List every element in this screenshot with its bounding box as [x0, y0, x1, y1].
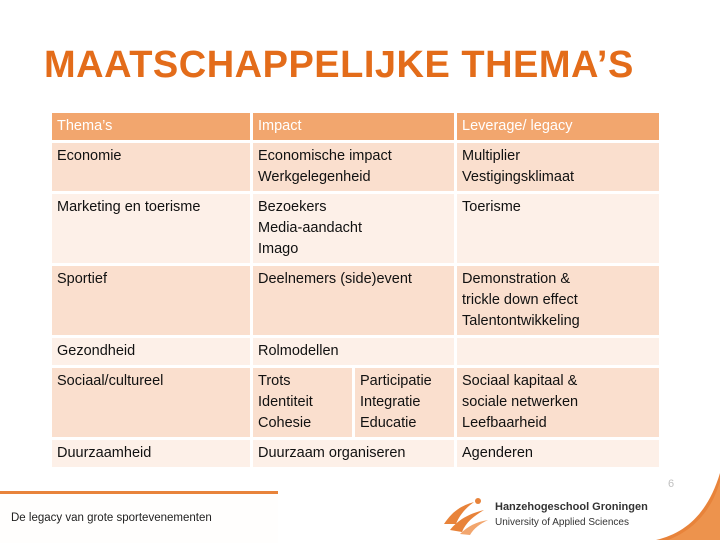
impact-line: Cohesie [258, 415, 312, 431]
theme-cell: Sociaal/cultureel [52, 368, 250, 437]
impact-line: Identiteit [258, 394, 313, 410]
impact-line: Economische impact [258, 148, 392, 164]
page-number: 6 [668, 478, 675, 490]
legacy-cell [457, 368, 659, 437]
hanze-logo-icon [440, 494, 492, 536]
impact-line: Media-aandacht [258, 220, 362, 236]
impact-line: Integratie [360, 394, 421, 410]
table-row [52, 338, 659, 365]
table-row [52, 266, 659, 335]
impact-line: Trots [258, 373, 291, 389]
legacy-cell [457, 338, 659, 365]
header-themes: Thema’s [52, 113, 250, 140]
impact-cell [253, 440, 454, 467]
impact-cell-left [253, 368, 352, 437]
legacy-line: Demonstration & [462, 271, 571, 287]
theme-cell: Marketing en toerisme [52, 194, 250, 263]
page-title: MAATSCHAPPELIJKE THEMA’S [44, 44, 634, 86]
themes-table [49, 110, 662, 470]
footer-caption-box [0, 491, 278, 543]
impact-cell [253, 143, 454, 191]
logo-name: Hanzehogeschool Groningen [495, 501, 648, 513]
legacy-line: trickle down effect [462, 292, 578, 308]
impact-line: Rolmodellen [258, 343, 339, 359]
impact-line: Educatie [360, 415, 417, 431]
theme-cell: Sportief [52, 266, 250, 335]
impact-cell [253, 338, 454, 365]
legacy-cell [457, 143, 659, 191]
legacy-cell [457, 266, 659, 335]
legacy-line: Multiplier [462, 148, 521, 164]
impact-cell [253, 194, 454, 263]
legacy-cell [457, 440, 659, 467]
table-row [52, 143, 659, 191]
legacy-line: Sociaal kapitaal & [462, 373, 578, 389]
table-row [52, 440, 659, 467]
theme-cell: Duurzaamheid [52, 440, 250, 467]
legacy-line: Talentontwikkeling [462, 313, 580, 329]
legacy-line: Leefbaarheid [462, 415, 547, 431]
legacy-line: Agenderen [462, 445, 533, 461]
table-row [52, 194, 659, 263]
impact-cell [253, 266, 454, 335]
legacy-line: Vestigingsklimaat [462, 169, 575, 185]
footer-text: De legacy van grote sportevenementen [11, 512, 212, 524]
legacy-cell [457, 194, 659, 263]
corner-accent [656, 473, 720, 540]
hanze-logo [440, 494, 652, 536]
impact-line: Imago [258, 241, 299, 257]
header-legacy: Leverage/ legacy [457, 113, 659, 140]
impact-line: Bezoekers [258, 199, 327, 215]
impact-line: Deelnemers (side)event [258, 271, 412, 287]
header-impact: Impact [253, 113, 454, 140]
impact-cell-right [355, 368, 454, 437]
impact-line: Participatie [360, 373, 432, 389]
logo-subtitle: University of Applied Sciences [495, 517, 629, 528]
theme-cell: Economie [52, 143, 250, 191]
impact-line: Duurzaam organiseren [258, 445, 406, 461]
table-row [52, 368, 659, 437]
impact-line: Werkgelegenheid [258, 169, 371, 185]
legacy-line: Toerisme [462, 199, 521, 215]
theme-cell: Gezondheid [52, 338, 250, 365]
table-header-row [52, 113, 659, 140]
legacy-line: sociale netwerken [462, 394, 579, 410]
